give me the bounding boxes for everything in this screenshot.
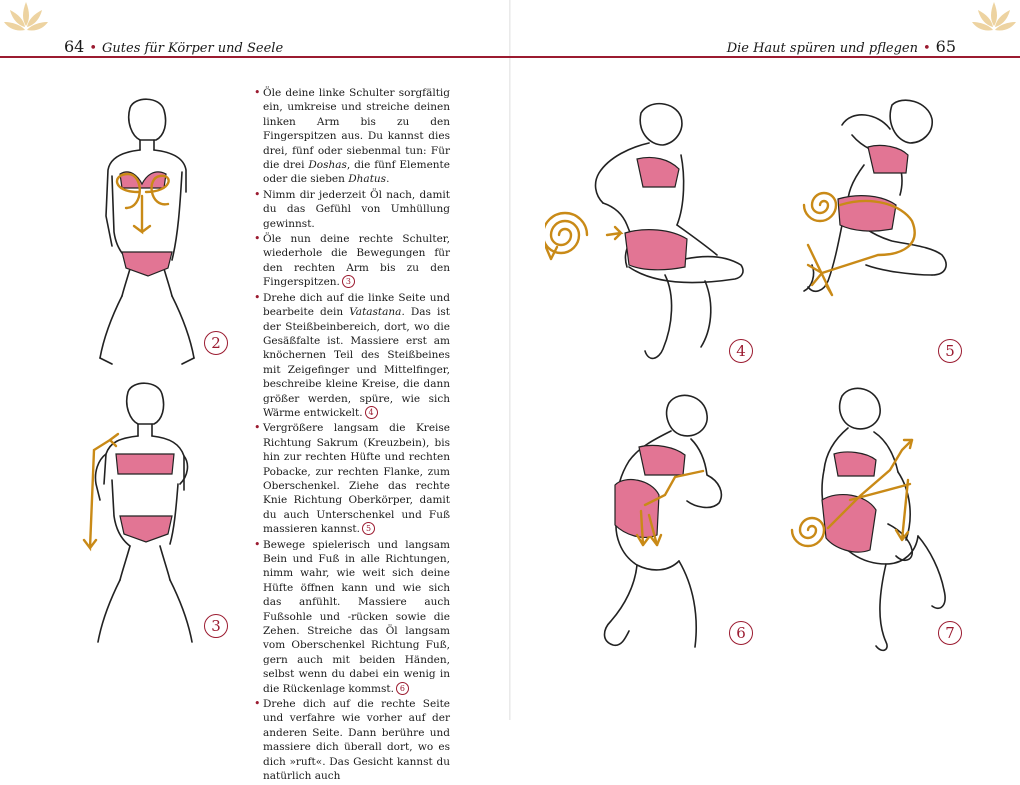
figure-step-7 <box>790 380 970 660</box>
figure-step-2 <box>82 96 212 371</box>
header-title-right: Die Haut spüren und pflegen <box>726 41 918 56</box>
step-number-badge: 6 <box>729 621 753 645</box>
lotus-ornament-icon <box>972 0 1016 44</box>
page-number-left: 64 <box>64 37 85 56</box>
step-number-badge: 4 <box>729 339 753 363</box>
instruction-bullet: • Drehe dich auf die linke Seite und bearbeite dein Vatastana. Das ist der Steißbeinbereich, dort, wo die Gesäßfalte ist. Massiere erst am knöchernen Teil des Steißbeines mit Zeigefinger und Mittelfinger, beschreibe kleine Kreise, die dann größer werden, spüre, wie sich Wärme entwickelt. 4 <box>254 291 450 421</box>
side-lying-woman-coccyx-circles-icon <box>545 95 755 375</box>
lotus-ornament-icon <box>4 0 48 44</box>
figure-step-4 <box>545 95 755 375</box>
side-lying-woman-knee-pulled-icon <box>595 385 740 660</box>
figure-step-5 <box>782 95 957 345</box>
instruction-bullet: • Öle deine linke Schulter sorgfältig ein, umkreise und streiche deinen linken Arm bis zu den Fingerspitzen aus. Du kannst dies drei, fünf oder siebenmal tun: Für die drei Doshas, die fünf Elemente oder die sieben Dhatus. <box>254 86 450 187</box>
page-gutter <box>509 0 511 720</box>
step-reference-badge: 3 <box>342 275 355 288</box>
step-reference-badge: 4 <box>365 406 378 419</box>
running-header-left <box>64 37 283 56</box>
header-rule-right <box>510 56 1020 58</box>
header-title-left: Gutes für Körper und Seele <box>102 41 284 56</box>
instruction-bullet: • Nimm dir jederzeit Öl nach, damit du das Gefühl von Umhüllung gewinnst. <box>254 188 450 231</box>
instruction-bullet: • Bewege spielerisch und langsam Bein und Fuß in alle Richtungen, nimm wahr, wie weit sich deine Hüfte öffnen kann und wie sich das anfühlt. Massiere auch Fußsohle und -rücken sowie die Zehen. Streiche das Öl langsam vom Oberschenkel Richtung Fuß, gern auch mit beiden Händen, selbst wenn du dabei ein wenig in die Rückenlage kommst. 6 <box>254 538 450 696</box>
page-number-right: 65 <box>935 37 956 56</box>
instruction-bullet: • Vergrößere langsam die Kreise Richtung Sakrum (Kreuzbein), bis hin zur rechten Hüfte und rechten Pobacke, zur rechten Flanke, zum Oberschenkel. Ziehe das rechte Knie Richtung Oberkörper, damit du auch Unterschenkel und Fuß massieren kannst. 5 <box>254 421 450 536</box>
kneeling-woman-arm-stroke-icon <box>80 380 215 655</box>
instruction-bullet: • Öle nun deine rechte Schulter, wiederhole die Bewegungen für den rechten Arm bis zu den Fingerspitzen. 3 <box>254 232 450 290</box>
step-number-badge: 3 <box>204 614 228 638</box>
instruction-bullet: • Drehe dich auf die rechte Seite und verfahre wie vorher auf der anderen Seite. Dann berühre und massiere dich überall dort, wo es dich »ruft«. Das Gesicht kannst du natürlich auch <box>254 697 450 783</box>
header-rule-left <box>0 56 510 58</box>
instruction-text-column <box>254 86 450 785</box>
step-reference-badge: 5 <box>362 522 375 535</box>
figure-step-3 <box>80 380 215 655</box>
figure-step-6 <box>595 385 740 660</box>
kneeling-woman-shoulder-massage-icon <box>82 96 212 371</box>
side-lying-woman-foot-massage-icon <box>790 380 970 660</box>
step-number-badge: 2 <box>204 331 228 355</box>
side-lying-woman-hip-thigh-icon <box>782 95 957 345</box>
step-reference-badge: 6 <box>396 682 409 695</box>
header-separator: • <box>922 41 931 56</box>
running-header-right <box>727 37 956 56</box>
step-number-badge: 7 <box>938 621 962 645</box>
header-separator: • <box>89 41 98 56</box>
step-number-badge: 5 <box>938 339 962 363</box>
